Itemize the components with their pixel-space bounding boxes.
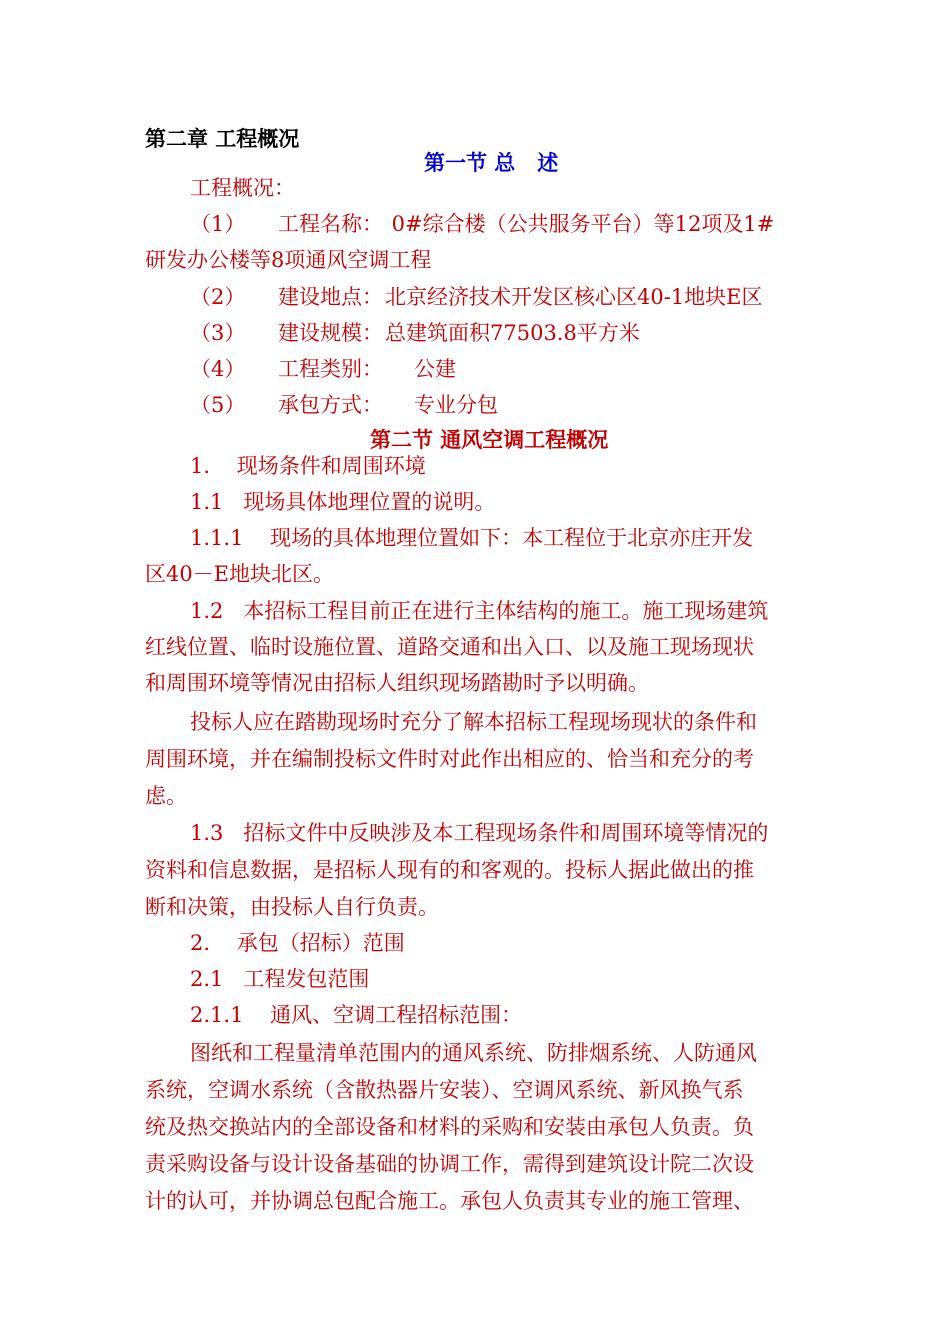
item-number: （2） — [190, 285, 246, 309]
section2-title: 第二节 通风空调工程概况 — [370, 427, 609, 452]
item-value: 总建筑面积77503.8平方米 — [385, 321, 640, 345]
paragraph-line: 统及热交换站内的全部设备和材料的采购和安装由承包人负责。负 — [145, 1115, 754, 1139]
item-label: 建设地点： — [278, 285, 383, 309]
item-1-continuation: 研发办公楼等8项通风空调工程 — [145, 248, 432, 272]
item-value: 专业分包 — [414, 393, 498, 417]
paragraph-line: 计的认可，并协调总包配合施工。承包人负责其专业的施工管理、 — [145, 1189, 754, 1213]
item-value: 公建 — [414, 357, 456, 381]
item-number: （5） — [190, 393, 246, 417]
chapter-title: 第二章 工程概况 — [145, 126, 300, 151]
paragraph-line: 1.2 本招标工程目前正在进行主体结构的施工。施工现场建筑 — [190, 599, 769, 623]
paragraph-line: 和周围环境等情况由招标人组织现场踏勘时予以明确。 — [145, 671, 649, 695]
paragraph-line: 图纸和工程量清单范围内的通风系统、防排烟系统、人防通风 — [190, 1041, 757, 1065]
item-label: 工程类别： — [278, 357, 383, 381]
item-label: 建设规模： — [278, 321, 383, 345]
heading-1-1: 1.1 现场具体地理位置的说明。 — [190, 490, 496, 514]
paragraph-line: 红线位置、临时设施位置、道路交通和出入口、以及施工现场现状 — [145, 635, 754, 659]
paragraph-line: 系统，空调水系统（含散热器片安装）、空调风系统、新风换气系 — [145, 1078, 744, 1102]
heading-2-1-1: 2.1.1 通风、空调工程招标范围： — [190, 1003, 523, 1027]
paragraph-line: 责采购设备与设计设备基础的协调工作，需得到建筑设计院二次设 — [145, 1152, 754, 1176]
item-number: （4） — [190, 357, 246, 381]
paragraph-line: 资料和信息数据，是招标人现有的和客观的。投标人据此做出的推 — [145, 858, 754, 882]
paragraph-line: 1.3 招标文件中反映涉及本工程现场条件和周围环境等情况的 — [190, 821, 769, 845]
overview-label: 工程概况： — [190, 176, 295, 200]
item-value: 0#综合楼（公共服务平台）等12项及1# — [385, 212, 775, 236]
section1-title: 第一节 总 述 — [424, 150, 559, 175]
heading-1: 1. 现场条件和周围环境 — [190, 454, 426, 478]
item-value: 北京经济技术开发区核心区40-1地块E区 — [385, 285, 763, 309]
item-number: （3） — [190, 321, 246, 345]
paragraph-line: 虑。 — [145, 784, 187, 808]
heading-2-1: 2.1 工程发包范围 — [190, 967, 370, 991]
paragraph-line: 区40－E地块北区。 — [145, 562, 335, 586]
paragraph-line: 投标人应在踏勘现场时充分了解本招标工程现场现状的条件和 — [190, 710, 757, 734]
paragraph-line: 周围环境，并在编制投标文件时对此作出相应的、恰当和充分的考 — [145, 747, 754, 771]
item-label: 承包方式： — [278, 393, 383, 417]
paragraph-line: 1.1.1 现场的具体地理位置如下：本工程位于北京亦庄开发 — [190, 526, 754, 550]
heading-2: 2. 承包（招标）范围 — [190, 931, 405, 955]
item-number: （1） — [190, 212, 246, 236]
item-label: 工程名称： — [278, 212, 383, 236]
paragraph-line: 断和决策，由投标人自行负责。 — [145, 895, 439, 919]
